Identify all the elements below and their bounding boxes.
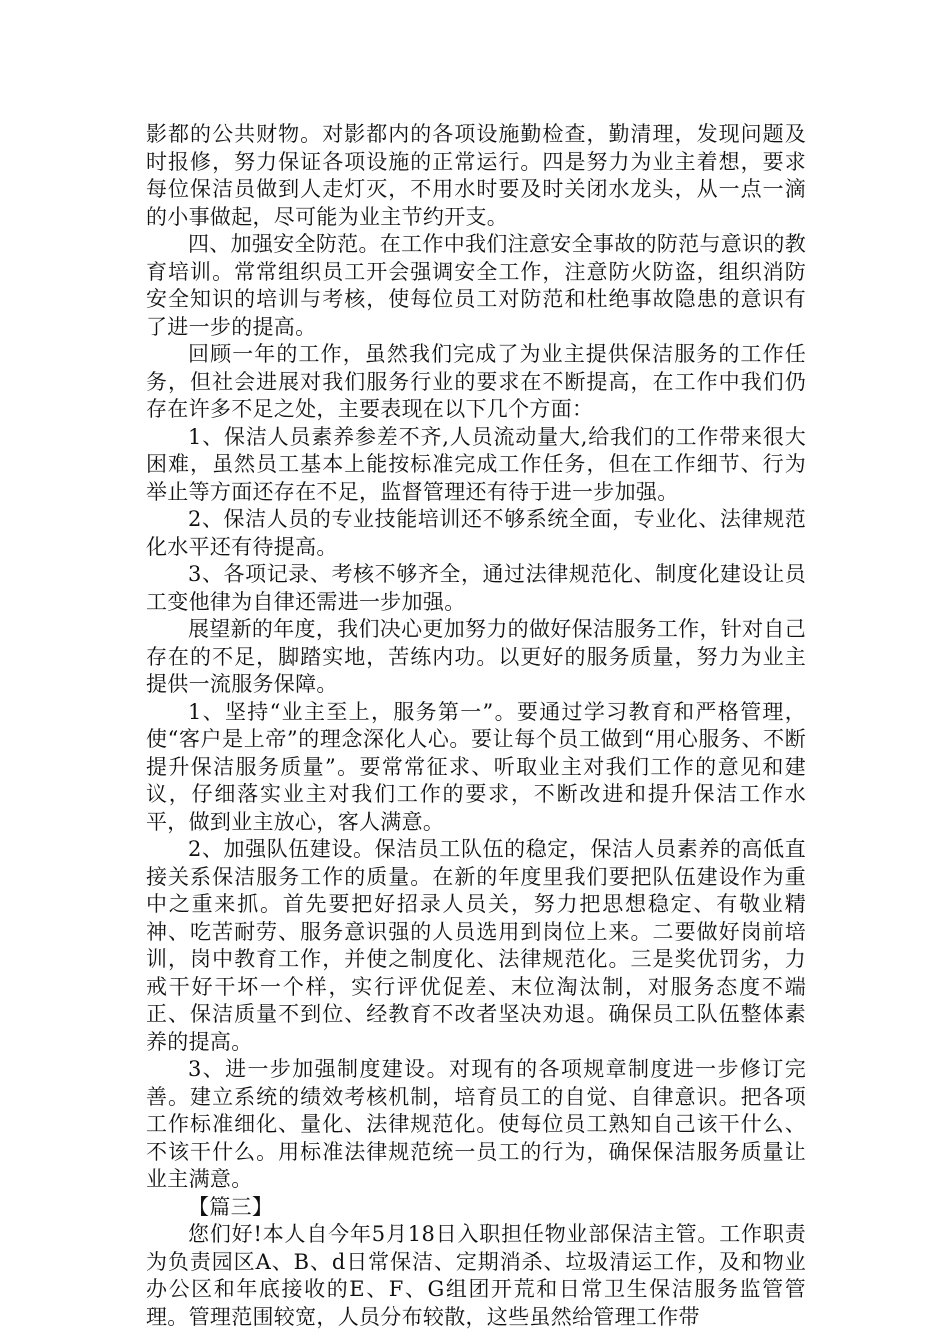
paragraph-issue-1: 1、保洁人员素养参差不齐,人员流动量大,给我们的工作带来很大困难，虽然员工基本上能按标准完成工作任务，但在工作细节、行为举止等方面还存在不足，监督管理还有待于进一步加强。	[146, 424, 806, 504]
paragraph-plan-2: 2、加强队伍建设。保洁员工队伍的稳定，保洁人员素养的高低直接关系保洁服务工作的质量。在新的年度里我们要把队伍建设作为重中之重来抓。首先要把好招录人员关，努力把思想稳定、有敬业精神、吃苦耐劳、服务意识强的人员选用到岗位上来。二要做好岗前培训，岗中教育工作，并使之制度化、法律规范化。三是奖优罚劣，力戒干好干坏一个样，实行评优促差、末位淘汰制，对服务态度不端正、保洁质量不到位、经教育不改者坚决劝退。确保员工队伍整体素养的提高。	[146, 837, 806, 1054]
paragraph-outlook: 展望新的年度，我们决心更加努力的做好保洁服务工作，针对自己存在的不足，脚踏实地，苦练内功。以更好的服务质量，努力为业主提供一流服务保障。	[146, 617, 806, 696]
paragraph-issue-2: 2、保洁人员的专业技能培训还不够系统全面，专业化、法律规范化水平还有待提高。	[146, 507, 806, 559]
paragraph-plan-1: 1、坚持“业主至上，服务第一”。要通过学习教育和严格管理，使“客户是上帝”的理念深化人心。要让每个员工做到“用心服务、不断提升保洁服务质量”。要常常征求、听取业主对我们工作的意见和建议，仔细落实业主对我们工作的要求，不断改进和提升保洁工作水平，做到业主放心，客人满意。	[146, 699, 806, 834]
paragraph-safety: 四、加强安全防范。在工作中我们注意安全事故的防范与意识的教育培训。常常组织员工开会强调安全工作，注意防火防盗，组织消防安全知识的培训与考核，使每位员工对防范和杜绝事故隐患的意识有了进一步的提高。	[146, 232, 806, 339]
paragraph-issue-3: 3、各项记录、考核不够齐全，通过法律规范化、制度化建设让员工变他律为自律还需进一步加强。	[146, 562, 806, 614]
paragraph-intro: 您们好!本人自今年5月18日入职担任物业部保洁主管。工作职责为负责园区A、B、d日常保洁、定期消杀、垃圾清运工作，及和物业办公区和年底接收的E、F、G组团开荒和日常卫生保洁服务监管管理。管理范围较宽，人员分布较散，这些虽然给管理工作带	[146, 1222, 806, 1329]
section-heading: 【篇三】	[188, 1194, 274, 1219]
document-body	[146, 121, 806, 1331]
paragraph-facilities: 影都的公共财物。对影都内的各项设施勤检查，勤清理，发现问题及时报修，努力保证各项设施的正常运行。四是努力为业主着想，要求每位保洁员做到人走灯灭，不用水时要及时关闭水龙头，从一点一滴的小事做起，尽可能为业主节约开支。	[146, 122, 806, 229]
paragraph-plan-3: 3、进一步加强制度建设。对现有的各项规章制度进一步修订完善。建立系统的绩效考核机制，培育员工的自觉、自律意识。把各项工作标准细化、量化、法律规范化。使每位员工熟知自己该干什么、不该干什么。用标准法律规范统一员工的行为，确保保洁服务质量让业主满意。	[146, 1057, 806, 1191]
paragraph-review: 回顾一年的工作，虽然我们完成了为业主提供保洁服务的工作任务，但社会进展对我们服务行业的要求在不断提高，在工作中我们仍存在许多不足之处，主要表现在以下几个方面：	[146, 342, 806, 421]
